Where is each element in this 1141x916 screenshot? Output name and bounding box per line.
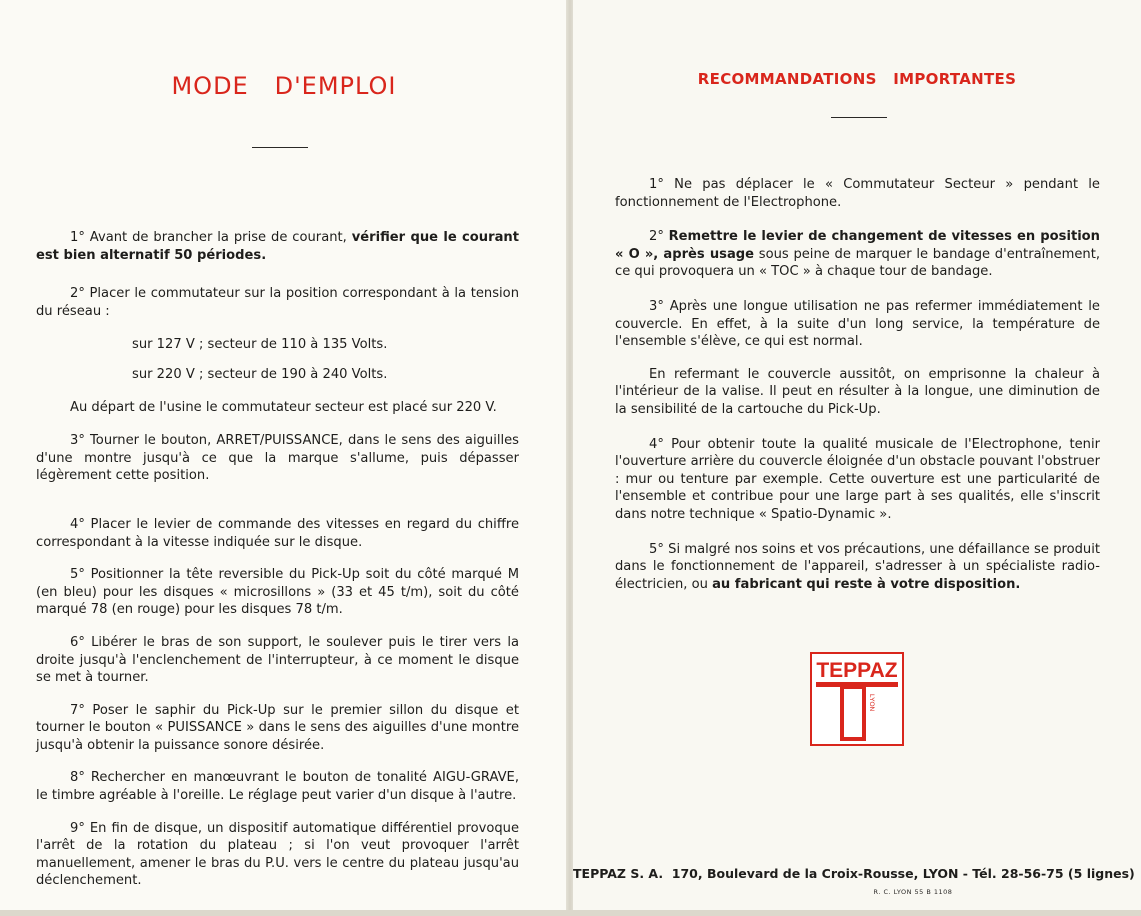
instruction-7: 7° Poser le saphir du Pick-Up sur le premier sillon du disque et tourner le bouton « PUISSANCE » dans le sens des aiguilles d'une montre jusqu'à obtenir la puissance sonore désirée.: [36, 702, 519, 753]
company-address: TEPPAZ S. A. 170, Boulevard de la Croix-Rousse, LYON - Tél. 28-56-75 (5 lignes): [573, 866, 1135, 881]
page-title: MODE D'EMPLOI: [171, 72, 397, 100]
recommendation-3: 3° Après une longue utilisation ne pas refermer immédiatement le couvercle. En effet, à la suite d'un long service, la température de l'ensemble s'élève, ce qui est normal.: [615, 298, 1100, 350]
recommendation-5: 5° Si malgré nos soins et vos précautions, une défaillance se produit dans le fonctionnement de l'appareil, s'adresser à un spécialiste radio-électricien, ou au fabricant qui reste à votre disposition.: [615, 541, 1100, 592]
instruction-1: 1° Avant de brancher la prise de courant, vérifier que le courant est bien alternatif 50 périodes.: [36, 230, 519, 263]
teppaz-logo-mark: [812, 654, 902, 744]
voltage-127: sur 127 V ; secteur de 110 à 135 Volts.: [132, 337, 388, 353]
instruction-6: 6° Libérer le bras de son support, le soulever puis le tirer vers la droite jusqu'à l'enclenchement de l'interrupteur, à ce moment le disque se met à tourner.: [36, 634, 519, 686]
instruction-8: 8° Rechercher en manœuvrant le bouton de tonalité AIGU-GRAVE, le timbre agréable à l'oreille. Le réglage peut varier d'un disque à l'autre.: [36, 770, 519, 804]
voltage-220: sur 220 V ; secteur de 190 à 240 Volts.: [132, 366, 388, 382]
recommendation-1: 1° Ne pas déplacer le « Commutateur Secteur » pendant le fonctionnement de l'Electrophone.: [615, 177, 1100, 210]
logo-brand: TEPPAZ: [816, 659, 898, 682]
recommendation-4: 4° Pour obtenir toute la qualité musicale de l'Electrophone, tenir l'ouverture arrière du couvercle éloignée d'un obstacle pouvant l'obstruer : mur ou tenture par exemple. Cette ouverture est une particularité de l'ensemble et contribue pour une large part à ses qualités, elle s'inscrit dans notre technique « Spatio-Dynamic ».: [615, 436, 1100, 522]
page-title: RECOMMANDATIONS IMPORTANTES: [697, 70, 1017, 88]
instruction-4: 4° Placer le levier de commande des vitesses en regard du chiffre correspondant à la vitesse indiquée sur le disque.: [36, 516, 519, 550]
title-underline: [252, 147, 308, 148]
logo-city: LYON: [868, 694, 875, 712]
recommendation-2: 2° Remettre le levier de changement de vitesses en position « O », après usage sous peine de marquer le bandage d'entraînement, ce qui provoquera un « TOC » à chaque tour de bandage.: [615, 229, 1101, 280]
instruction-9: 9° En fin de disque, un dispositif automatique différentiel provoque l'arrêt de la rotation du plateau ; si l'on veut provoquer l'arrêt manuellement, amener le bras du P.U. vers le centre du plateau jusqu'au déclenchement.: [36, 820, 519, 889]
instruction-3: 3° Tourner le bouton, ARRET/PUISSANCE, dans le sens des aiguilles d'une montre jusqu'à ce que la marque s'allume, puis dépasser légèrement cette position.: [36, 433, 519, 484]
registry-number: R. C. LYON 55 B 1108: [873, 888, 953, 896]
instruction-2: 2° Placer le commutateur sur la position correspondant à la tension du réseau :: [36, 286, 519, 319]
recommendations-text: [615, 176, 1100, 593]
instructions-text: [36, 229, 519, 890]
title-underline: [831, 117, 887, 118]
right-page: [573, 0, 1141, 916]
instruction-5: 5° Positionner la tête reversible du Pick-Up soit du côté marqué M (en bleu) pour les disques « microsillons » (33 et 45 t/m), soit du côté marqué 78 (en rouge) pour les disques 78 t/m.: [36, 567, 519, 618]
left-page: [0, 0, 568, 916]
teppaz-logo: [810, 652, 904, 746]
factory-setting: Au départ de l'usine le commutateur secteur est placé sur 220 V.: [70, 399, 497, 415]
page-bottom-edge: [0, 910, 1141, 916]
recommendation-3-note: En refermant le couvercle aussitôt, on emprisonne la chaleur à l'intérieur de la valise. Il peut en résulter à la longue, une diminution de la sensibilité de la cartouche du Pick-Up.: [615, 366, 1100, 417]
